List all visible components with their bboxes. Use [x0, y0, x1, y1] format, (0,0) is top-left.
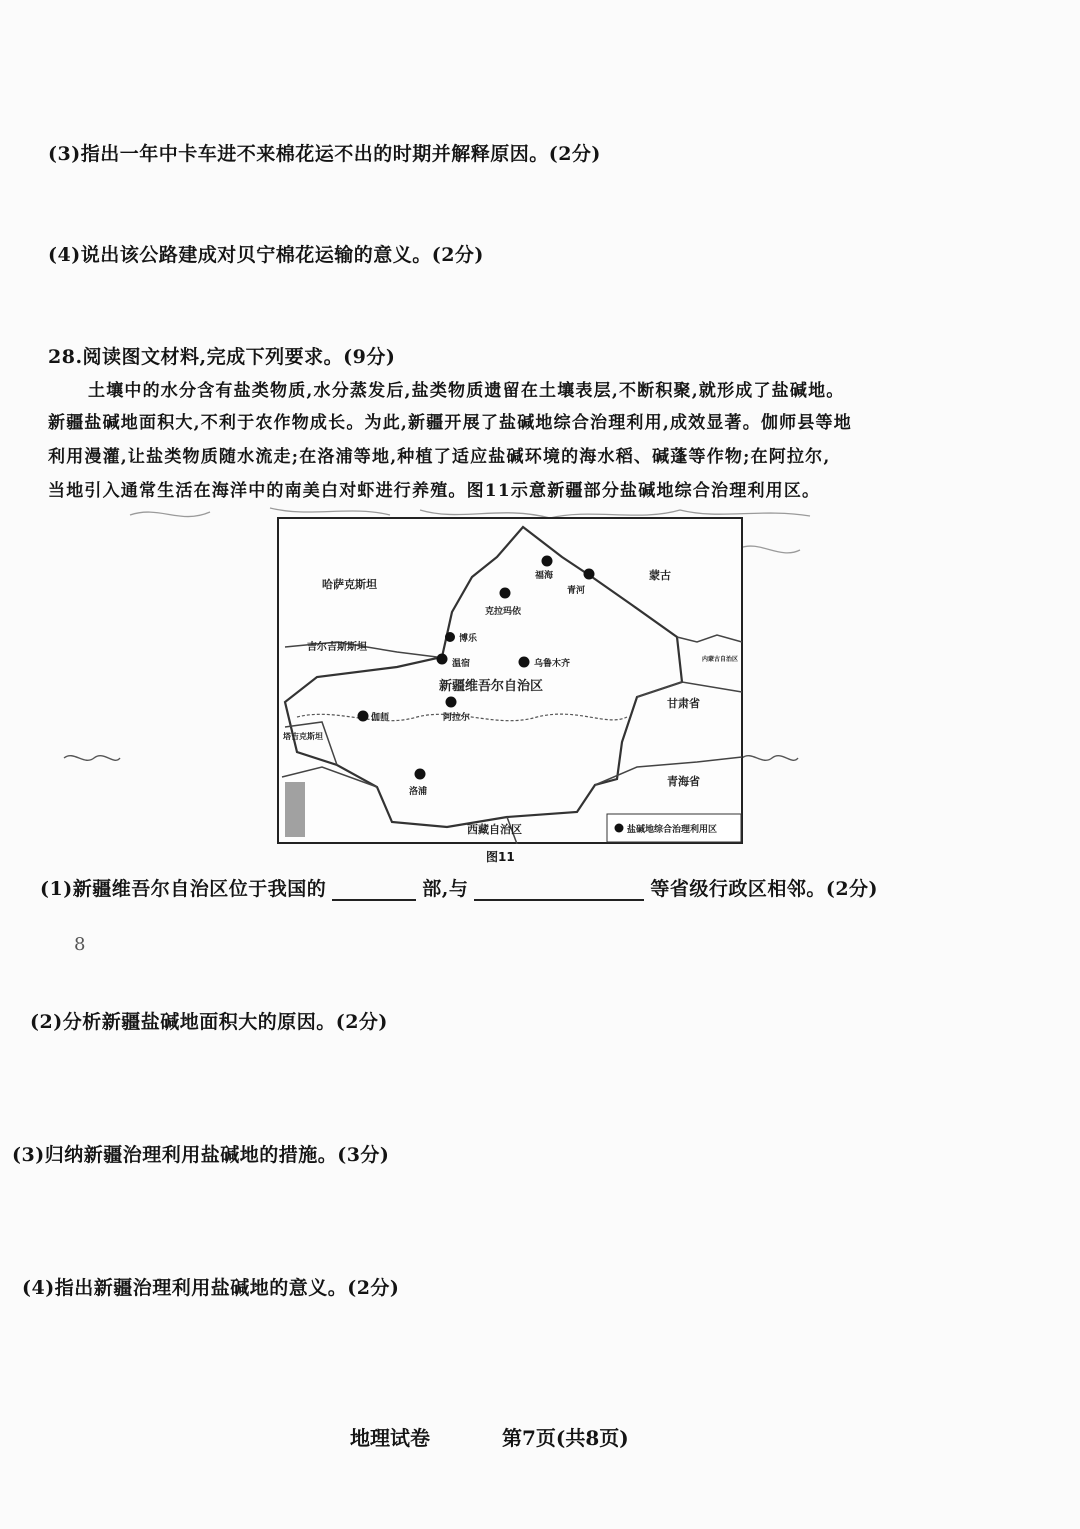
blank-neighbors[interactable]	[474, 899, 644, 901]
svg-text:阿拉尔: 阿拉尔	[443, 713, 471, 723]
label-kyrgyzstan: 吉尔吉斯斯坦	[307, 642, 367, 653]
pencil-wave-right	[740, 748, 800, 768]
label-mongolia: 蒙古	[649, 569, 671, 582]
material-line-4: 当地引入通常生活在海洋中的南美白对虾进行养殖。图11示意新疆部分盐碱地综合治理利用区。	[48, 481, 821, 501]
material-line-3: 利用漫灌,让盐类物质随水流走;在洛浦等地,种植了适应盐碱环境的海水稻、碱蓬等作物;在阿拉尔,	[48, 447, 831, 467]
label-kazakhstan: 哈萨克斯坦	[322, 578, 377, 591]
label-tajikistan: 塔吉克斯坦	[283, 732, 323, 741]
sub-question-3: (3)归纳新疆治理利用盐碱地的措施。(3分)	[12, 1144, 390, 1166]
question-28-title: 28.阅读图文材料,完成下列要求。(9分)	[48, 346, 396, 368]
svg-text:青河: 青河	[567, 586, 586, 596]
sub-question-1	[40, 874, 878, 901]
pencil-wave-left	[62, 748, 122, 768]
sub1-text-b: 部,与	[422, 878, 469, 900]
label-xinjiang: 新疆维吾尔自治区	[439, 679, 544, 694]
svg-text:博乐: 博乐	[459, 634, 478, 644]
footer-subject: 地理试卷	[350, 1426, 430, 1450]
site-jiashi	[358, 711, 390, 724]
label-gansu: 甘肃省	[667, 697, 700, 710]
xinjiang-map-figure	[277, 517, 743, 844]
material-line-2: 新疆盐碱地面积大,不利于农作物成长。为此,新疆开展了盐碱地综合治理利用,成效显著。伽师县等地	[48, 413, 852, 433]
label-qinghai: 青海省	[667, 775, 700, 788]
sub1-text-a: (1)新疆维吾尔自治区位于我国的	[40, 878, 327, 900]
sub-question-4: (4)指出新疆治理利用盐碱地的意义。(2分)	[22, 1277, 400, 1299]
figure-caption: 图11	[486, 850, 515, 864]
material-line-1: 土壤中的水分含有盐类物质,水分蒸发后,盐类物质遗留在土壤表层,不断积聚,就形成了盐碱地。	[88, 381, 845, 401]
svg-text:伽师: 伽师	[371, 713, 390, 723]
sub1-text-c: 等省级行政区相邻。(2分)	[650, 878, 879, 900]
svg-text:福海: 福海	[535, 571, 554, 581]
legend-dot-icon	[615, 824, 624, 833]
svg-text:温宿: 温宿	[452, 659, 471, 669]
question-4-prev: (4)说出该公路建成对贝宁棉花运输的意义。(2分)	[48, 244, 484, 266]
blank-direction[interactable]	[332, 899, 416, 901]
question-3-prev: (3)指出一年中卡车进不来棉花运不出的时期并解释原因。(2分)	[48, 143, 601, 165]
legend-label: 盐碱地综合治理利用区	[627, 825, 718, 835]
svg-text:乌鲁木齐: 乌鲁木齐	[534, 659, 571, 669]
label-inner-mongolia: 内蒙古自治区	[702, 656, 739, 663]
sub-question-2: (2)分析新疆盐碱地面积大的原因。(2分)	[30, 1011, 388, 1033]
label-tibet: 西藏自治区	[467, 823, 522, 836]
footer-page-number: 第7页(共8页)	[502, 1426, 629, 1450]
svg-text:克拉玛依: 克拉玛依	[485, 607, 522, 617]
pencil-mark: 8	[74, 934, 86, 955]
svg-text:洛浦: 洛浦	[409, 787, 428, 797]
